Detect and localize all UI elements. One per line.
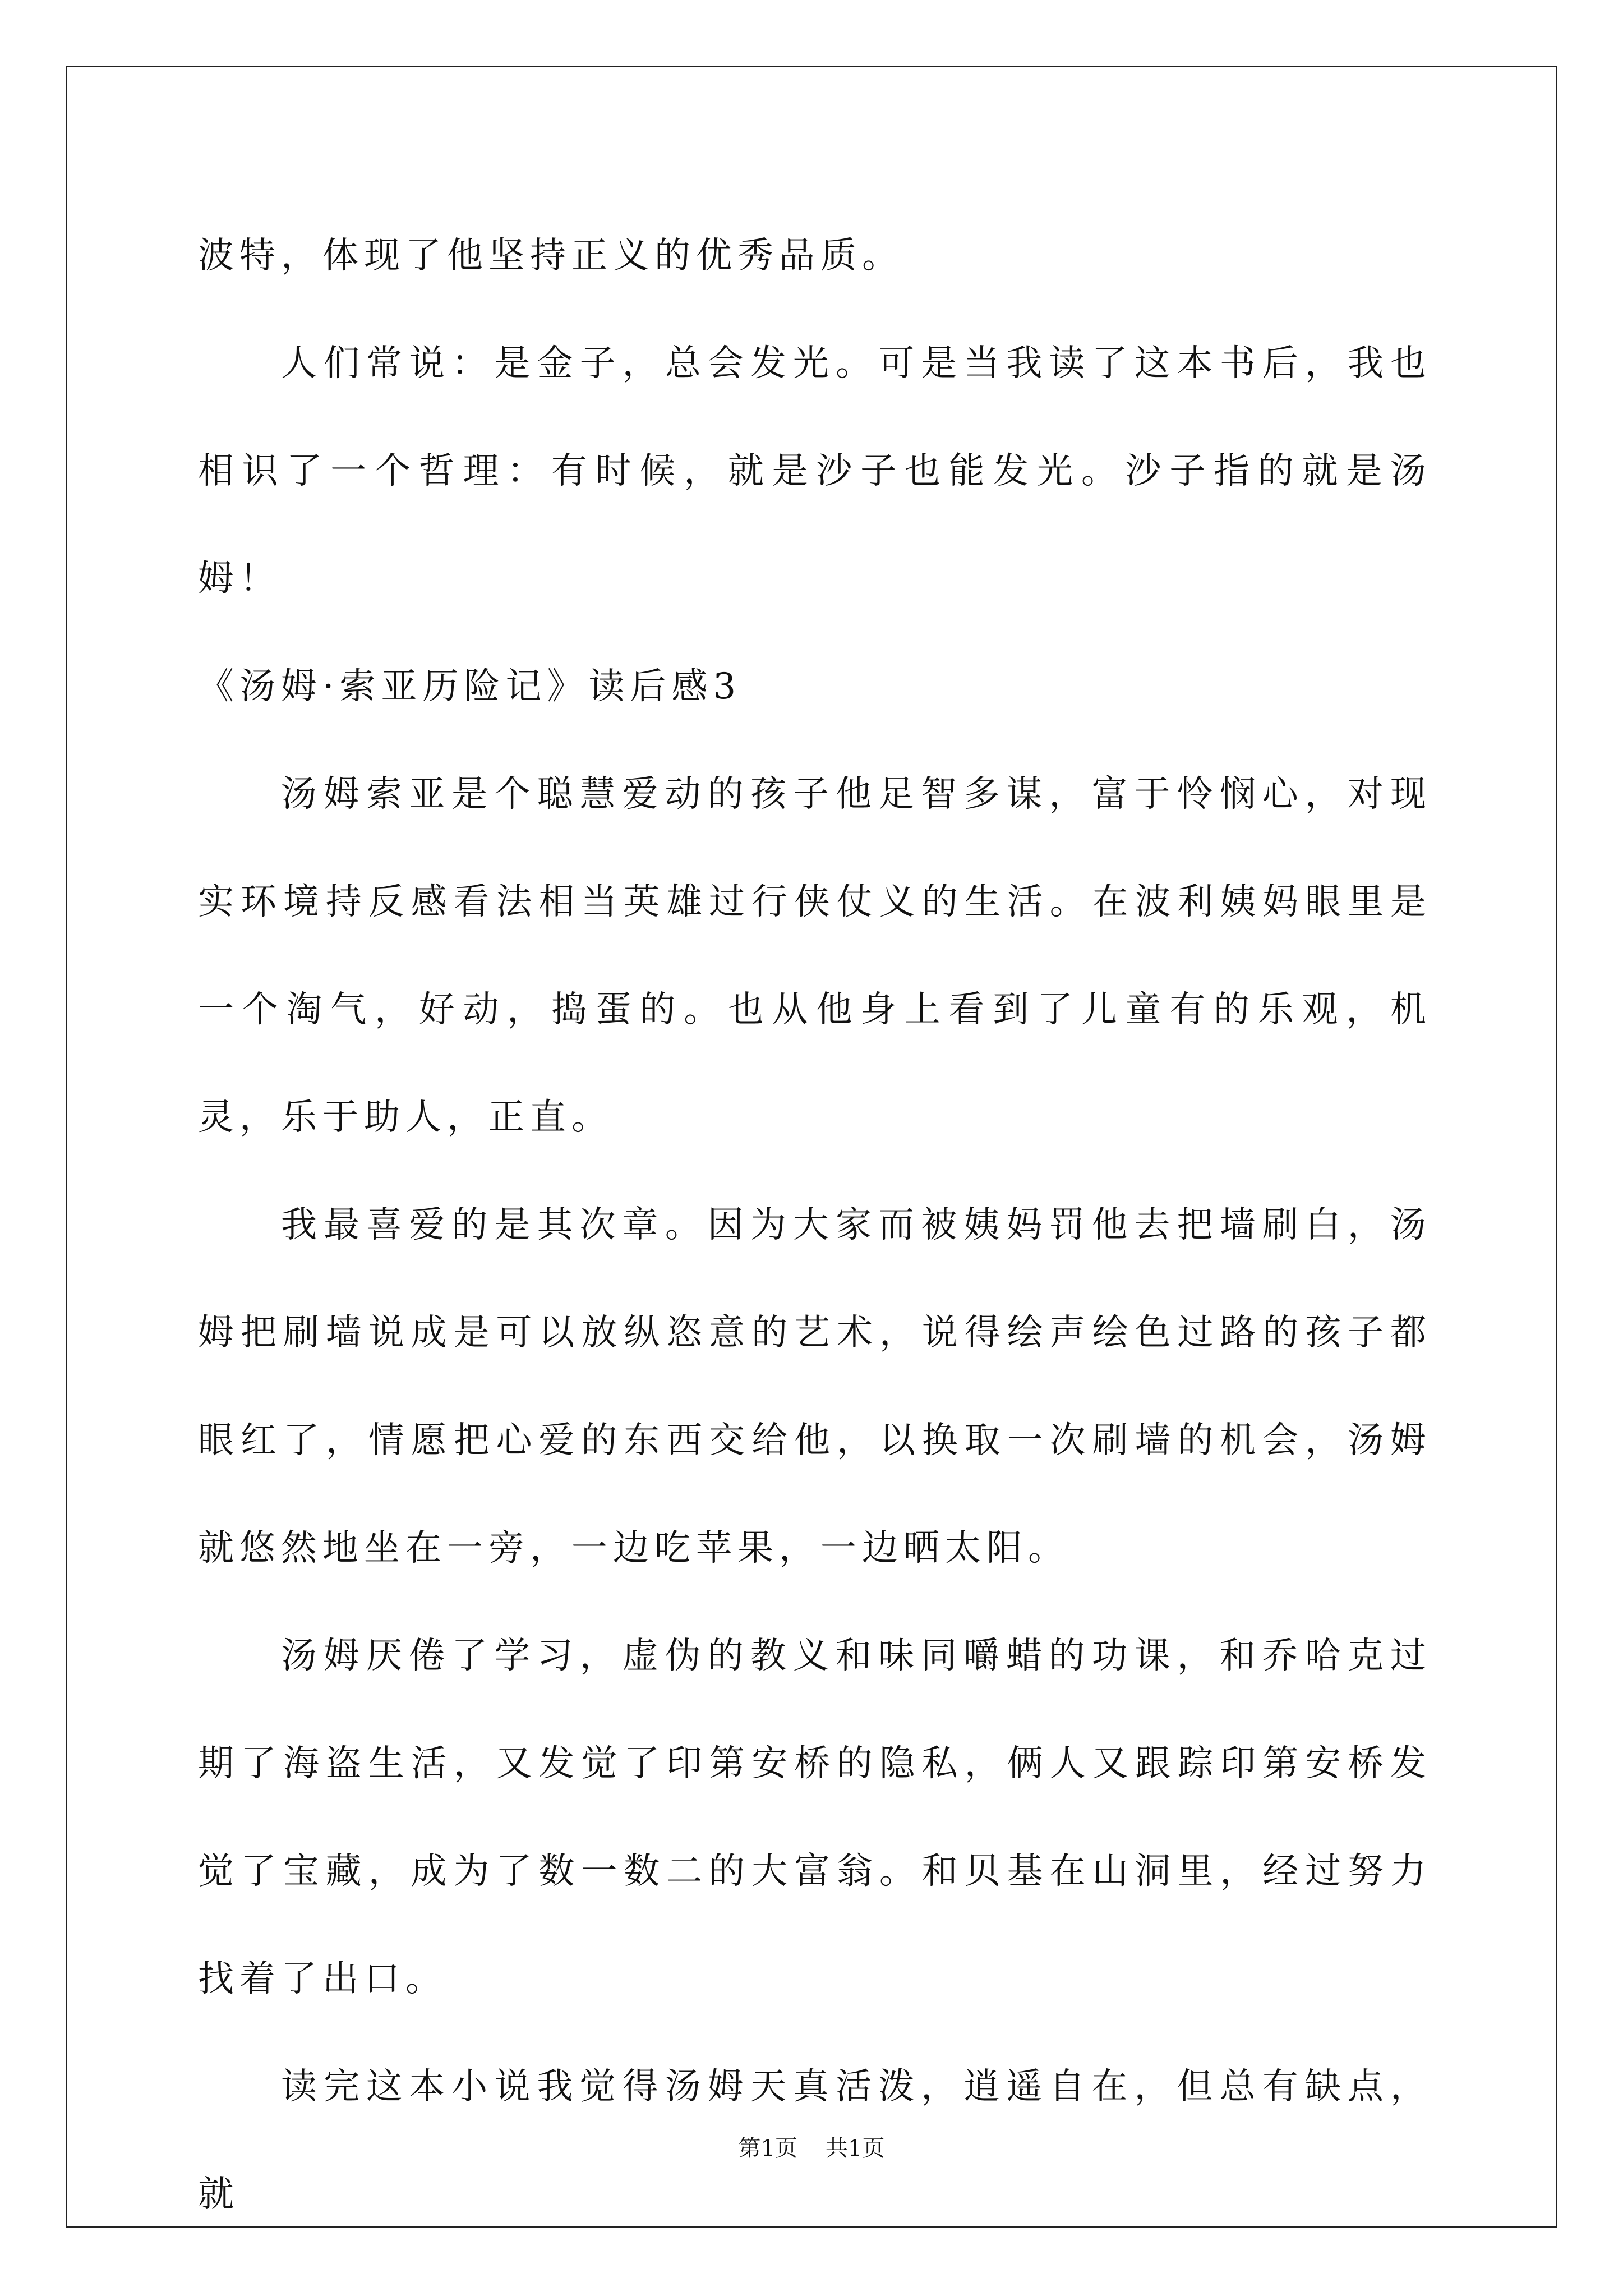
page-number: 第1页 <box>738 2136 797 2161</box>
paragraph: 汤姆厌倦了学习，虚伪的教义和味同嚼蜡的功课，和乔哈克过期了海盗生活，又发觉了印第安桥的隐私，俩人又跟踪印第安桥发觉了宝藏，成为了数一数二的大富翁。和贝基在山洞里，经过努力找着了出口。 <box>198 1635 1432 2000</box>
page-footer <box>0 2132 1623 2165</box>
page-total: 共1页 <box>826 2136 885 2161</box>
document-body <box>198 202 1432 2248</box>
paragraph: 人们常说：是金子，总会发光。可是当我读了这本书后，我也相识了一个哲理：有时候，就是沙子也能发光。沙子指的就是汤姆！ <box>198 343 1432 600</box>
paragraph: 我最喜爱的是其次章。因为大家而被姨妈罚他去把墙刷白，汤姆把刷墙说成是可以放纵恣意的艺术，说得绘声绘色过路的孩子都眼红了，情愿把心爱的东西交给他，以换取一次刷墙的机会，汤姆就悠然地坐在一旁，一边吃苹果，一边晒太阳。 <box>198 1204 1432 1569</box>
paragraph: 汤姆索亚是个聪慧爱动的孩子他足智多谋，富于怜悯心，对现实环境持反感看法相当英雄过行侠仗义的生活。在波利姨妈眼里是一个淘气，好动，捣蛋的。也从他身上看到了儿童有的乐观，机灵，乐于助人，正直。 <box>198 774 1432 1138</box>
section-heading: 《汤姆·索亚历险记》读后感3 <box>198 666 742 707</box>
paragraph: 波特，体现了他坚持正义的优秀品质。 <box>198 235 903 277</box>
paragraph: 读完这本小说我觉得汤姆天真活泼，逍遥自在，但总有缺点，就 <box>198 2066 1432 2215</box>
